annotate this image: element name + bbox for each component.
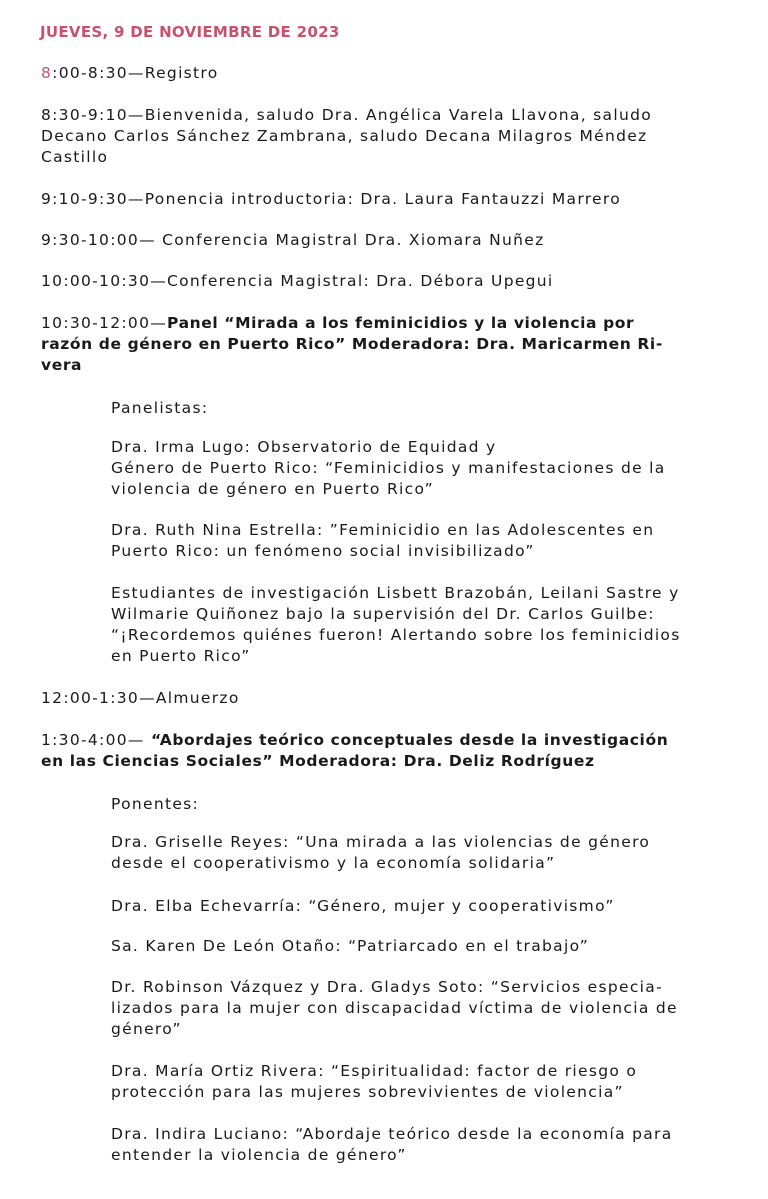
agenda-item-abordajes — [41, 730, 741, 772]
panelistas-label: Panelistas: — [111, 399, 209, 417]
agenda-item-panel — [41, 313, 741, 376]
registro-text: :00-8:30—Registro — [52, 64, 219, 82]
ponente-item: Dra. María Ortiz Rivera: “Espiritualidad: factor de riesgo o protección para las mujeres sobrevivientes de violencia” — [111, 1062, 638, 1101]
ponente-item: Dra. Elba Echevarría: “Género, mujer y cooperativismo” — [111, 897, 615, 915]
agenda-item-almuerzo: 12:00-1:30—Almuerzo — [41, 689, 240, 707]
ponente-item: Sa. Karen De León Otaño: “Patriarcado en el trabajo” — [111, 937, 590, 955]
agenda-item-conferencia-2: 10:00-10:30—Conferencia Magistral: Dra. Débora Upegui — [41, 272, 554, 290]
ponentes-label: Ponentes: — [111, 795, 200, 813]
date-heading: JUEVES, 9 DE NOVIEMBRE DE 2023 — [40, 23, 340, 41]
agenda-item-conferencia-1: 9:30-10:00— Conferencia Magistral Dra. Xiomara Nuñez — [41, 231, 545, 249]
ponente-item: Dra. Indira Luciano: “Abordaje teórico desde la economía para entender la violencia de género” — [111, 1125, 673, 1164]
agenda-item-ponencia: 9:10-9:30—Ponencia introductoria: Dra. Laura Fantauzzi Marrero — [41, 190, 622, 208]
panel-title: Panel “Mirada a los feminicidios y la violencia por razón de género en Puerto Rico” Moderadora: Dra. Maricarmen Ri- vera — [41, 314, 663, 374]
panelista-item: Dra. Irma Lugo: Observatorio de Equidad y Género de Puerto Rico: “Feminicidios y manifestaciones de la violencia de género en Puerto Rico” — [111, 438, 666, 498]
abordajes-time: 1:30-4:00— — [41, 731, 151, 749]
panelista-item: Estudiantes de investigación Lisbett Brazobán, Leilani Sastre y Wilmarie Quiñonez bajo la supervisión del Dr. Carlos Guilbe: “¡Recordemos quiénes fueron! Alertando sobre los feminicidios en Puerto Rico” — [111, 584, 681, 665]
ponente-item: Dra. Griselle Reyes: “Una mirada a las violencias de género desde el cooperativismo y la economía solidaria” — [111, 833, 651, 872]
panelista-item: Dra. Ruth Nina Estrella: ”Feminicidio en las Adolescentes en Puerto Rico: un fenómeno social invisibilizado” — [111, 521, 655, 560]
registro-time-accent: 8 — [41, 64, 53, 82]
agenda-item-registro — [41, 63, 741, 84]
panel-time: 10:30-12:00— — [41, 314, 168, 332]
agenda-item-bienvenida: 8:30-9:10—Bienvenida, saludo Dra. Angélica Varela Llavona, saludo Decano Carlos Sánchez Zambrana, saludo Decana Milagros Méndez Castillo — [41, 106, 653, 166]
ponente-item: Dr. Robinson Vázquez y Dra. Gladys Soto: “Servicios especia- lizados para la mujer con discapacidad víctima de violencia de género” — [111, 978, 678, 1038]
abordajes-title: “Abordajes teórico conceptuales desde la investigación en las Ciencias Sociales” Moderadora: Dra. Deliz Rodríguez — [41, 731, 669, 770]
